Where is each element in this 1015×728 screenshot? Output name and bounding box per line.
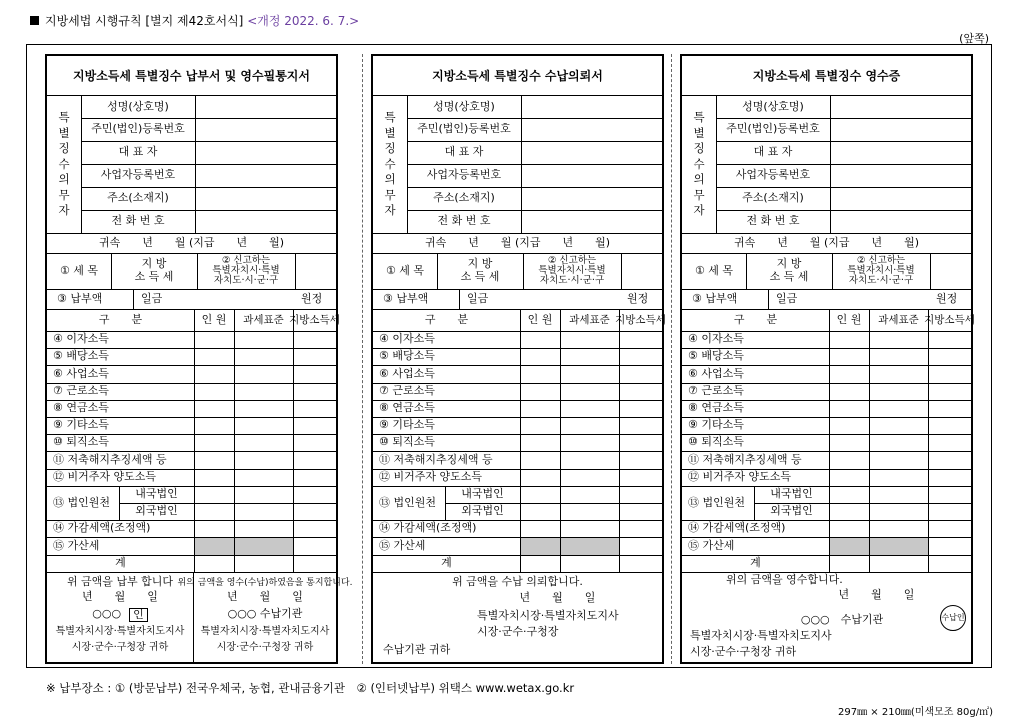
col-persons: 인 원 [201,312,227,326]
row-r11: ⑪ 저축해지추징세액 등 [688,452,802,466]
row-r10: ⑩ 퇴직소득 [688,435,744,449]
label-addr: 주소(소재지) [742,191,804,205]
row-r11: ⑪ 저축해지추징세액 등 [53,452,167,466]
rule-line [716,164,971,165]
row-r5: ⑤ 배당소득 [688,349,744,363]
label-name: 성명(상호명) [107,99,169,113]
rule-line [293,309,294,572]
cut-line [362,54,363,664]
f1-left-addressee-1: 특별자치시장·특별자치도지사 [55,626,185,638]
tax-item-value: 지 방 소 득 세 [769,257,809,283]
form-1 [45,54,353,664]
rule-line [768,289,769,309]
row-r12: ⑫ 비거주자 양도소득 [379,469,483,483]
f3-addressee-2: 시장·군수·구청장 귀하 [690,645,797,659]
f1-right-addressee-1: 특별자치시장·특별자치도지사 [200,626,330,638]
row-r5: ⑤ 배당소득 [379,349,435,363]
row-r13: ⑬ 법인원천 [379,495,437,509]
report-region-label: ② 신고하는 특별자치시·특별 자치도·시·군·구 [212,255,280,286]
row-r12: ⑫ 비거주자 양도소득 [688,469,792,483]
rule-line [869,309,870,572]
row-r13a: 내국법인 [135,487,178,501]
row-r6: ⑥ 사업소득 [379,366,435,380]
rule-line [81,164,336,165]
label-addr: 주소(소재지) [107,191,169,205]
rule-line [459,289,460,309]
tax-item-value: 지 방 소 득 세 [460,257,500,283]
rule-line [560,309,561,572]
pay-amount-label: ③ 납부액 [57,291,103,305]
f1-left-line-1: 위 금액을 납부 합니다 [66,575,174,589]
label-rep: 대 표 자 [444,145,484,159]
rule-line [716,187,971,188]
rule-line [81,118,336,119]
row-total: 계 [115,555,126,569]
report-region-label: ② 신고하는 특별자치시·특별 자치도·시·군·구 [847,255,915,286]
rule-line [47,572,336,573]
report-region-label: ② 신고하는 특별자치시·특별 자치도·시·군·구 [538,255,606,286]
f3-date: 년 월 일 [838,588,915,602]
row-total: 계 [441,555,452,569]
won-label: 원정 [301,291,323,305]
col-category: 구 분 [733,312,778,326]
f1-right-receiver: ○○○ 수납기관 [227,607,303,621]
form-title: 지방소득세 특별징수 영수증 [682,56,971,96]
period-row: 귀속 년 월 (지급 년 월) [424,235,611,249]
row-r14: ⑭ 가감세액(조정액) [379,521,477,535]
rule-line [716,118,971,119]
row-r15: ⑮ 가산세 [688,538,735,552]
f1-left-name: ○○○ [92,607,122,621]
row-r4: ④ 이자소득 [53,332,109,346]
form-3 [680,54,973,664]
row-r7: ⑦ 근로소득 [53,383,109,397]
f2-line-1: 위 금액을 수납 의뢰합니다. [452,575,583,589]
won-label: 원정 [627,291,649,305]
withholder-label: 특별징수의무자 [693,110,705,218]
tax-item-label: ① 세 목 [694,263,734,277]
row-r13b: 외국법인 [135,504,178,518]
label-rep: 대 표 자 [753,145,793,159]
shaded-cell [830,538,928,554]
label-rep: 대 표 자 [118,145,158,159]
rule-line [373,572,662,573]
receipt-stamp-icon: 수납인 [940,605,966,631]
rule-line [295,253,296,289]
cut-line [671,54,672,664]
col-local-tax: 지방소득세 [924,313,975,326]
f2-addressee-2: 시장·군수·구청장 [477,625,559,639]
f3-addressee-1: 특별자치시장·특별자치도지사 [690,629,832,643]
row-r10: ⑩ 퇴직소득 [53,435,109,449]
square-bullet-icon [30,16,39,25]
f1-left-date: 년 월 일 [82,590,158,604]
rule-line [716,141,971,142]
label-name: 성명(상호명) [742,99,804,113]
seal-mark: 인 [129,608,148,622]
row-r13a: 내국법인 [461,487,504,501]
label-biz_no: 사업자등록번호 [735,168,811,182]
col-category: 구 분 [98,312,143,326]
payment-places-note: ※ 납부장소 : ① (방문납부) 전국우체국, 농협, 관내금융기관 ② (인터넷납부) 위택스 www.wetax.go.kr [46,681,575,695]
col-persons: 인 원 [527,312,553,326]
il-geum-label: 일금 [141,291,163,305]
row-r13: ⑬ 법인원천 [688,495,746,509]
row-r12: ⑫ 비거주자 양도소득 [53,469,157,483]
shaded-cell [195,538,293,554]
form-title: 지방소득세 특별징수 납부서 및 영수필통지서 [47,56,336,96]
label-corp_no: 주민(법인)등록번호 [91,122,185,136]
rule-line [81,187,336,188]
rule-line [407,141,662,142]
col-category: 구 분 [424,312,469,326]
rule-line [619,309,620,572]
pay-amount-label: ③ 납부액 [383,291,429,305]
row-r13b: 외국법인 [770,504,813,518]
paper-size-note: 297㎜ × 210㎜(미색모조 80g/㎡) [838,707,993,718]
col-tax-base: 과세표준 [569,313,610,326]
label-addr: 주소(소재지) [433,191,495,205]
row-r15: ⑮ 가산세 [379,538,426,552]
f2-date: 년 월 일 [519,591,596,605]
label-name: 성명(상호명) [433,99,495,113]
col-local-tax: 지방소득세 [615,313,666,326]
row-r7: ⑦ 근로소득 [688,383,744,397]
rule-line [407,164,662,165]
label-phone: 전 화 번 호 [111,214,165,228]
rule-line [930,253,931,289]
rule-line [133,289,134,309]
withholder-label: 특별징수의무자 [58,110,70,218]
row-r5: ⑤ 배당소득 [53,349,109,363]
rule-line [234,309,235,572]
shaded-cell [521,538,619,554]
col-tax-base: 과세표준 [243,313,284,326]
row-r15: ⑮ 가산세 [53,538,100,552]
rule-line [194,309,195,572]
rule-line [407,210,662,211]
f1-right-date: 년 월 일 [227,590,303,604]
f1-right-line-1: 위의 금액을 영수(수납)하였음을 통지합니다. [177,577,353,588]
rule-line [407,187,662,188]
il-geum-label: 일금 [776,291,798,305]
row-total: 계 [750,555,761,569]
row-r8: ⑧ 연금소득 [688,401,744,415]
rule-line [407,118,662,119]
rule-line [81,141,336,142]
form-2 [371,54,664,664]
page-side-label: (앞쪽) [959,32,989,45]
won-label: 원정 [936,291,958,305]
row-r9: ⑨ 기타소득 [53,418,109,432]
row-r7: ⑦ 근로소득 [379,383,435,397]
label-biz_no: 사업자등록번호 [426,168,502,182]
row-r14: ⑭ 가감세액(조정액) [53,521,151,535]
f1-right-addressee-2: 시장·군수·구청장 귀하 [216,642,314,654]
rule-line [928,309,929,572]
f1-left-seal-row [47,608,193,622]
row-r14: ⑭ 가감세액(조정액) [688,521,786,535]
row-r13: ⑬ 법인원천 [53,495,111,509]
row-r8: ⑧ 연금소득 [379,401,435,415]
pay-amount-label: ③ 납부액 [692,291,738,305]
tax-item-label: ① 세 목 [385,263,425,277]
label-corp_no: 주민(법인)등록번호 [417,122,511,136]
f1-left-addressee-2: 시장·군수·구청장 귀하 [71,642,169,654]
col-local-tax: 지방소득세 [289,313,340,326]
law-reference: 지방세법 시행규칙 [별지 제42호서식] [45,14,244,28]
row-r4: ④ 이자소득 [688,332,744,346]
rule-line [81,210,336,211]
row-r4: ④ 이자소득 [379,332,435,346]
tax-item-label: ① 세 목 [59,263,99,277]
rule-line [829,309,830,572]
row-r6: ⑥ 사업소득 [688,366,744,380]
f3-line-1: 위의 금액을 영수합니다. [726,573,843,587]
label-corp_no: 주민(법인)등록번호 [726,122,820,136]
row-r6: ⑥ 사업소득 [53,366,109,380]
il-geum-label: 일금 [467,291,489,305]
form-title: 지방소득세 특별징수 수납의뢰서 [373,56,662,96]
col-persons: 인 원 [836,312,862,326]
period-row: 귀속 년 월 (지급 년 월) [98,235,285,249]
row-r8: ⑧ 연금소득 [53,401,109,415]
rule-line [716,210,971,211]
rule-line [621,253,622,289]
rule-line [520,309,521,572]
f2-to-bank: 수납기관 귀하 [383,643,451,657]
revision-date: <개정 2022. 6. 7.> [247,14,360,28]
withholder-label: 특별징수의무자 [384,110,396,218]
label-phone: 전 화 번 호 [746,214,800,228]
f2-addressee-1: 특별자치시장·특별자치도지사 [477,609,619,623]
label-phone: 전 화 번 호 [437,214,491,228]
f3-receiver: ○○○ 수납기관 [800,613,884,627]
row-r13b: 외국법인 [461,504,504,518]
row-r11: ⑪ 저축해지추징세액 등 [379,452,493,466]
tax-item-value: 지 방 소 득 세 [134,257,174,283]
row-r9: ⑨ 기타소득 [379,418,435,432]
period-row: 귀속 년 월 (지급 년 월) [733,235,920,249]
label-biz_no: 사업자등록번호 [100,168,176,182]
row-r10: ⑩ 퇴직소득 [379,435,435,449]
row-r13a: 내국법인 [770,487,813,501]
row-r9: ⑨ 기타소득 [688,418,744,432]
col-tax-base: 과세표준 [878,313,919,326]
form-header [30,12,359,29]
